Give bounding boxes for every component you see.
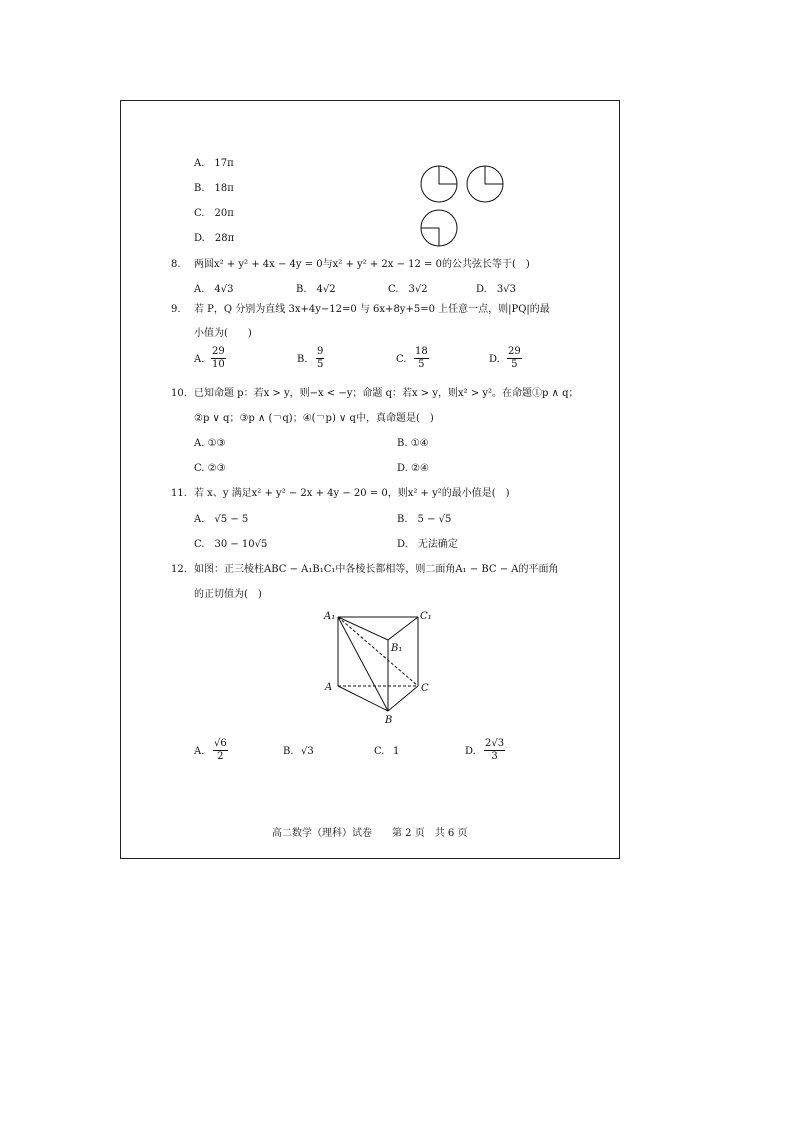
q10-stem-line1: 已知命题 p：若x > y，则−x < −y；命题 q：若x > y，则x² > y²。在命题①p ∧ q； — [194, 388, 579, 399]
q11-stem: 若 x、y 满足x² + y² − 2x + 4y − 20 = 0，则x² + y²的最小值是( ) — [194, 488, 510, 499]
denominator: 5 — [418, 359, 425, 370]
label-b1: B₁ — [391, 643, 403, 654]
q7-option-a: A. 17π — [194, 158, 234, 169]
label-a1: A₁ — [324, 611, 336, 622]
label-c1: C₁ — [420, 611, 432, 622]
numerator: 9 — [317, 346, 324, 357]
denominator: 10 — [212, 359, 225, 370]
q9-number: 9. — [171, 304, 181, 315]
q7-option-d: D. 28π — [194, 233, 235, 244]
q12-option-a-letter: A. — [194, 746, 205, 757]
q8-option-d: D. 3√3 — [476, 284, 516, 295]
three-view-figure — [415, 160, 510, 255]
label-a: A — [325, 682, 333, 693]
triangular-prism-figure — [318, 605, 438, 730]
q12-stem-line2: 的正切值为( ) — [194, 589, 262, 600]
q9-stem-line2: 小值为( ) — [194, 328, 252, 339]
q8-option-a: A. 4√3 — [194, 284, 234, 295]
q9-option-d-letter: D. — [489, 354, 500, 365]
numerator: 2√3 — [485, 738, 505, 749]
q12-option-a-fraction — [213, 738, 228, 763]
q9-option-c-letter: C. — [396, 354, 407, 365]
q9-option-d-fraction — [507, 346, 522, 371]
q12-option-b-value: √3 — [301, 746, 314, 757]
denominator: 3 — [491, 751, 498, 762]
numerator: √6 — [214, 738, 227, 749]
q10-stem-line2: ②p ∨ q；③p ∧ (￢q)；④(￢p) ∨ q中，真命题是( ) — [194, 413, 434, 424]
q8-option-b: B. 4√2 — [296, 284, 336, 295]
numerator: 18 — [415, 346, 428, 357]
q9-option-b-fraction — [316, 346, 324, 371]
q11-number: 11. — [171, 488, 187, 499]
q12-option-c-value: 1 — [393, 746, 400, 757]
q11-option-b: B. 5 − √5 — [397, 514, 452, 525]
q9-option-a-fraction — [211, 346, 226, 371]
q12-option-c-letter: C. — [374, 746, 385, 757]
q12-stem-line1: 如图：正三棱柱ABC − A₁B₁C₁中各棱长都相等，则二面角A₁ − BC − A的平面角 — [194, 564, 559, 575]
q12-option-b-letter: B. — [283, 746, 294, 757]
q11-option-d: D. 无法确定 — [397, 539, 458, 550]
q9-option-b-letter: B. — [297, 354, 308, 365]
q8-number: 8. — [171, 259, 181, 270]
q7-option-c: C. 20π — [194, 208, 234, 219]
q12-number: 12. — [171, 564, 187, 575]
denominator: 5 — [511, 359, 518, 370]
q8-stem: 两圆x² + y² + 4x − 4y = 0与x² + y² + 2x − 12 = 0的公共弦长等于( ) — [194, 259, 530, 270]
numerator: 29 — [508, 346, 521, 357]
numerator: 29 — [212, 346, 225, 357]
q9-option-c-fraction — [414, 346, 429, 371]
q11-option-a: A. √5 − 5 — [194, 514, 249, 525]
page-footer: 高二数学（理科）试卷 第 2 页 共 6 页 — [272, 828, 468, 839]
q10-option-c: C. ②③ — [194, 463, 226, 474]
q7-option-b: B. 18π — [194, 183, 234, 194]
label-b: B — [385, 715, 393, 726]
q10-option-a: A. ①③ — [194, 438, 226, 449]
q9-stem-line1: 若 P，Q 分别为直线 3x+4y−12=0 与 6x+8y+5=0 上任意一点，则|PQ|的最 — [194, 304, 550, 315]
q10-option-d: D. ②④ — [397, 463, 429, 474]
q9-option-a-letter: A. — [194, 354, 205, 365]
q10-number: 10. — [171, 388, 187, 399]
denominator: 2 — [217, 751, 224, 762]
q8-option-c: C. 3√2 — [388, 284, 428, 295]
label-c: C — [421, 683, 429, 694]
q10-option-b: B. ①④ — [397, 438, 429, 449]
q11-option-c: C. 30 − 10√5 — [194, 539, 268, 550]
q12-option-d-letter: D. — [465, 746, 476, 757]
q12-option-d-fraction — [484, 738, 505, 763]
denominator: 5 — [317, 359, 324, 370]
